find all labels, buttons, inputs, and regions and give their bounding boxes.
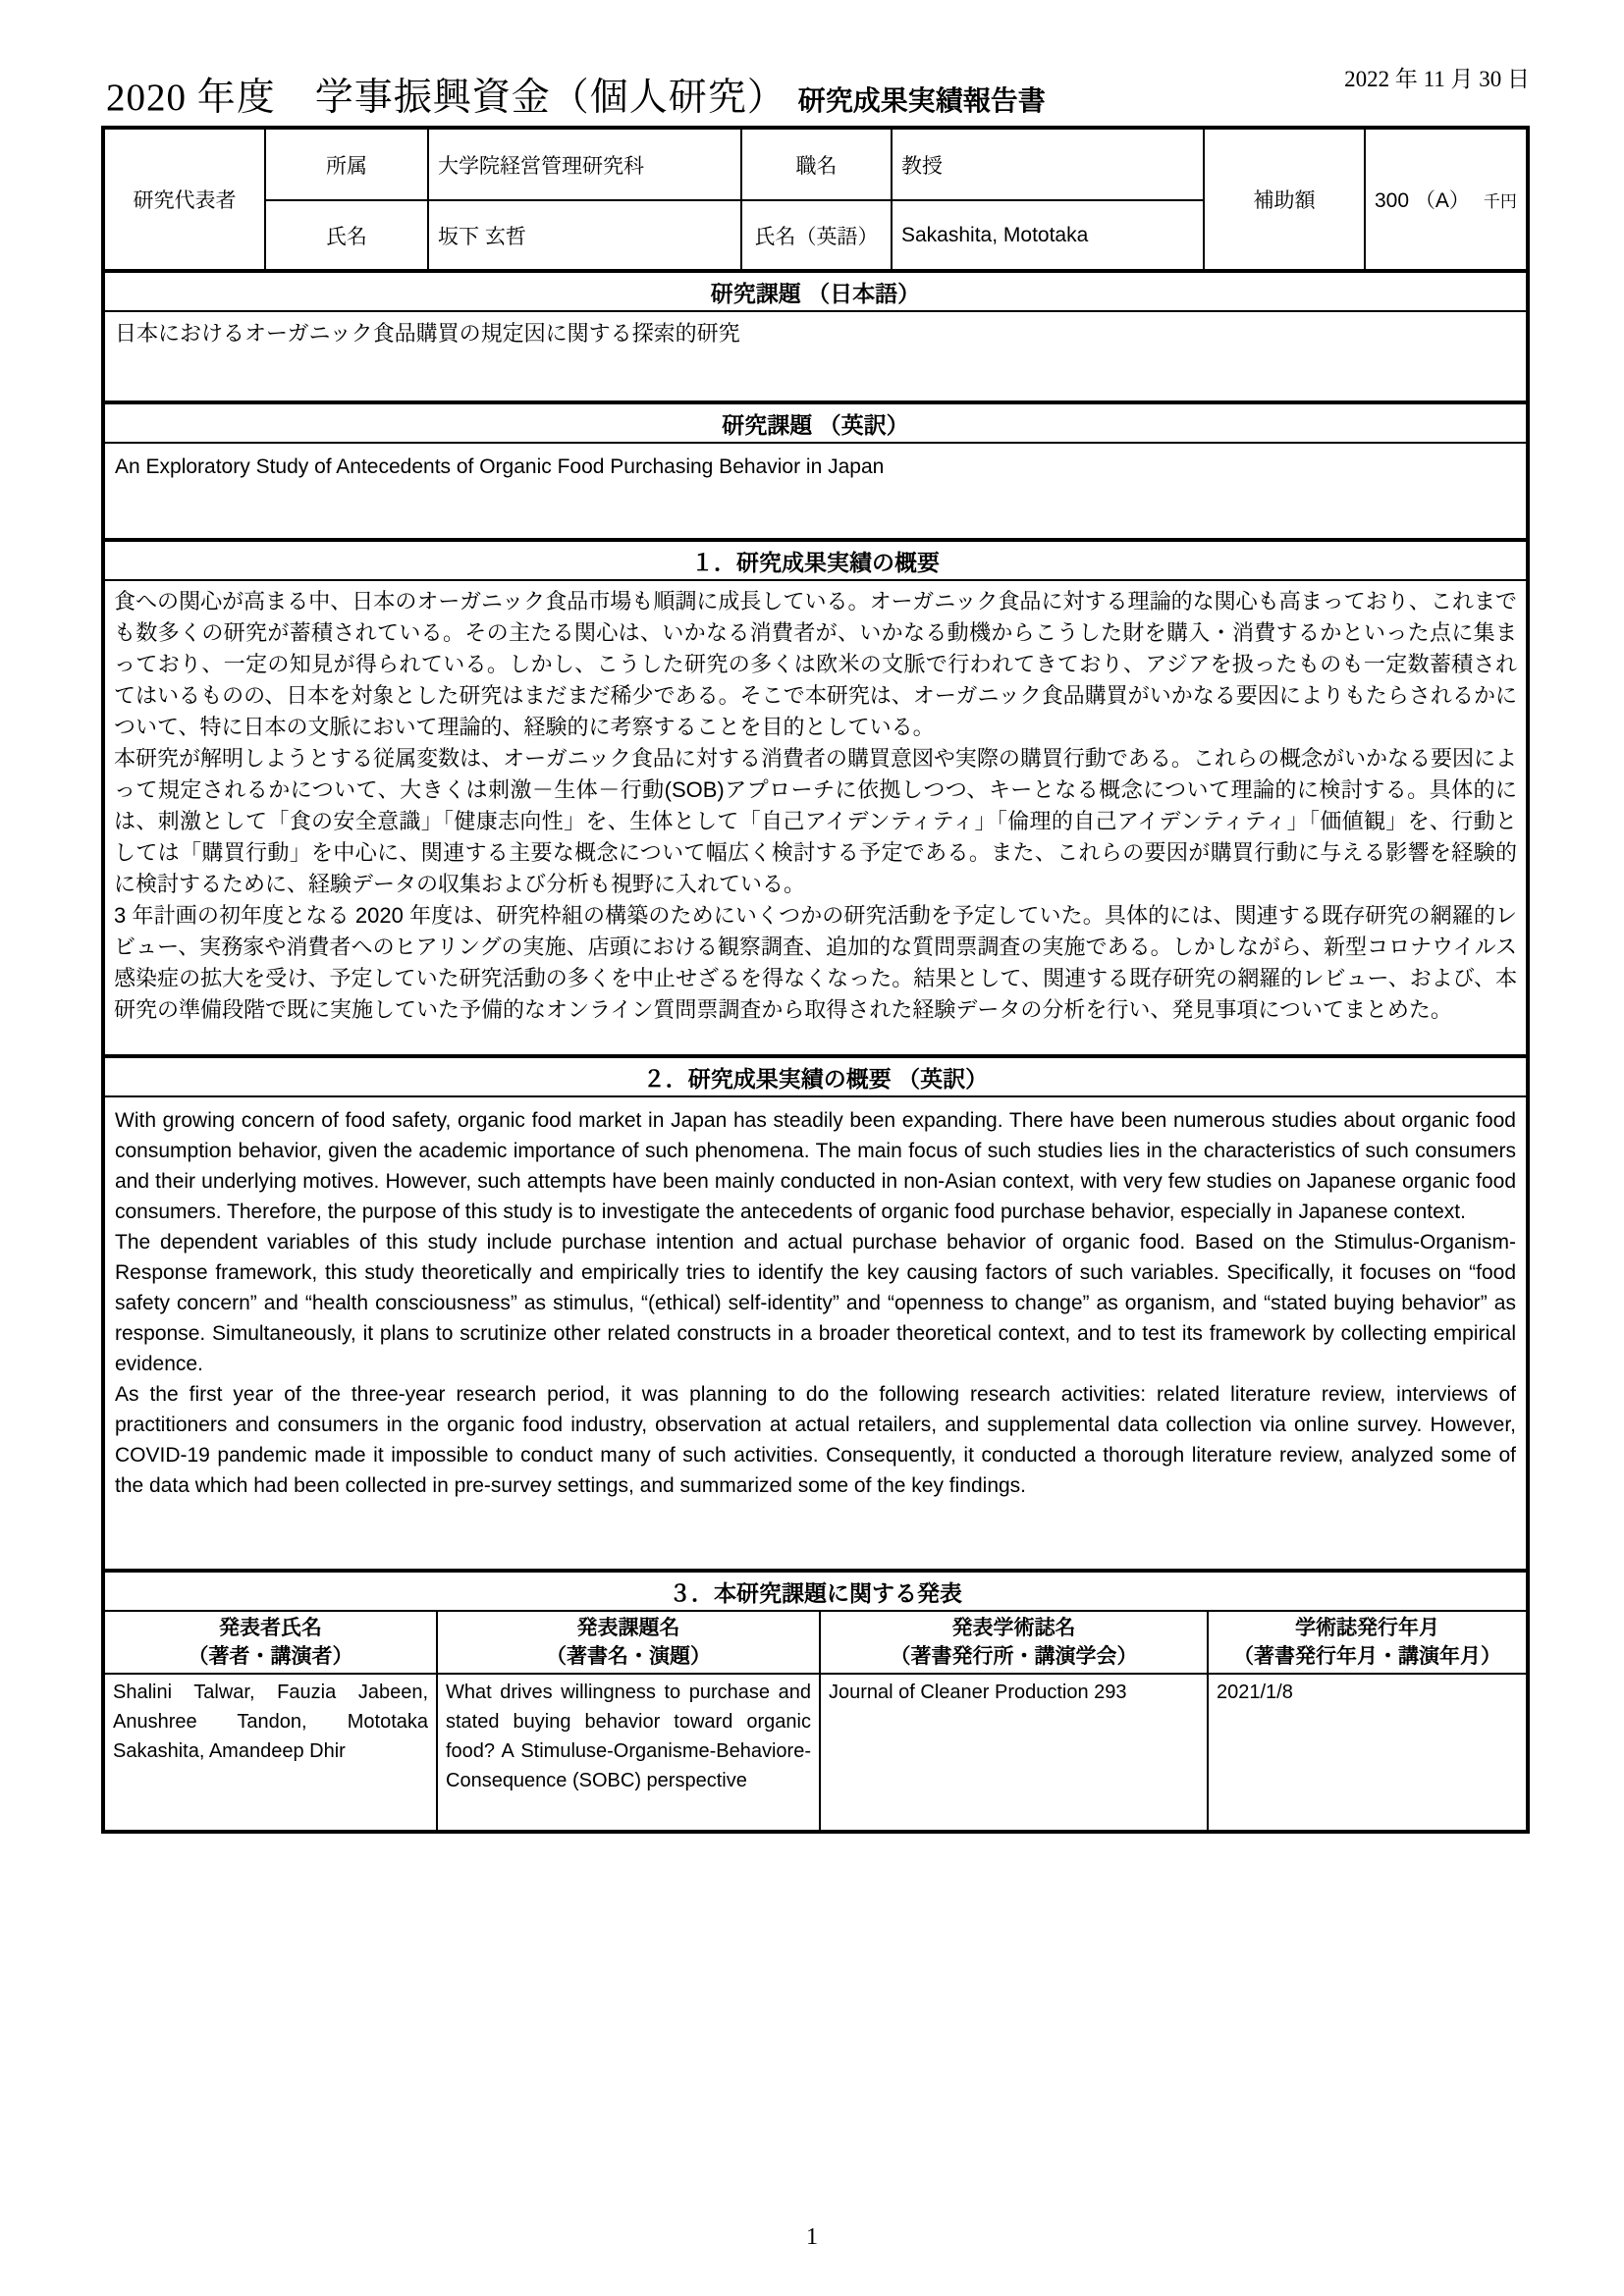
col-header-journal-label: 発表学術誌名 [951,1617,1076,1639]
name-en-value-cell: Sakashita, Mototaka [891,199,1203,269]
document-date: 2022 年 11 月 30 日 [1344,67,1530,91]
summary-en-block [101,1054,1530,1573]
col-header-date-sublabel: （著書発行年月・講演年月） [1233,1645,1501,1668]
name-label-cell: 氏名 [264,199,427,269]
subsidy-unit: 千円 [1483,191,1517,211]
name-en-label-cell: 氏名（英語） [740,199,891,269]
summary-ja-paragraph-2: 本研究が解明しようとする従属変数は、オーガニック食品に対する消費者の購買意図や実際の購買行動である。これらの概念がいかなる要因によって規定されるかについて、大きくは刺激－生体－行動(SOB)アプローチに依拠しつつ、キーとなる概念について理論的に検討する。具体的には、刺激として「食の安全意識」「健康志向性」を、生体として「自己アイデンティティ」「倫理的自己アイデンティティ」「価値観」を、行動としては「購買行動」を中心に、関連する主要な概念について幅広く検討する予定である。また、これらの要因が購買行動に与える影響を経験的に検討するために、経験データの収集および分析も視野に入れている。 [114,746,1517,896]
col-header-authors [105,1612,436,1673]
document-title-sub: 研究成果実績報告書 [797,85,1046,116]
col-header-journal [819,1612,1207,1673]
research-title-en-header: 研究課題 （英訳） [105,404,1526,444]
publication-row [105,1675,1526,1830]
document-title-main: 2020 年度 学事振興資金（個人研究） [106,77,786,119]
research-title-ja-block [101,269,1530,404]
research-title-ja-text: 日本におけるオーガニック食品購買の規定因に関する探索的研究 [115,321,740,346]
col-header-title-sublabel: （著書名・演題） [546,1645,711,1668]
publication-journal: Journal of Cleaner Production 293 [819,1675,1207,1830]
summary-en-paragraph-2: The dependent variables of this study include purchase intention and actual purchase behavior of organic food. Based on the Stimulus-Organism-Response framework, this study theoretically and empirically tries to identify the key causing factors of such variables. Specifically, it focuses on “food safety concern” and “health consciousness” as stimulus, “(ethical) self-identity” and “openness to change” as organism, and “stated buying behavior” as response. Simultaneously, it plans to scrutinize other related constructs in a broader theoretical context, and to test its framework by collecting empirical evidence. [115,1231,1516,1375]
summary-en-paragraph-1: With growing concern of food safety, organic food market in Japan has steadily been expanding. There have been numerous studies about organic food consumption behavior, given the academic importance of such phenomena. The main focus of such studies lies in the characteristics of such consumers and their underlying motives. However, such attempts have been mainly conducted in non-Asian context, with very few studies on Japanese organic food consumers. Therefore, the purpose of this study is to investigate the antecedents of organic food purchase behavior, especially in Japanese context. [115,1109,1516,1223]
publications-block [101,1569,1530,1834]
page-number: 1 [806,2224,818,2250]
col-header-title-label: 発表課題名 [576,1617,680,1639]
research-title-ja-header: 研究課題 （日本語） [105,273,1526,312]
subsidy-amount: 300 （A） [1375,189,1470,212]
summary-ja-paragraph-3: 3 年計画の初年度となる 2020 年度は、研究枠組の構築のためにいくつかの研究活動を予定していた。具体的には、関連する既存研究の網羅的レビュー、実務家や消費者へのヒアリングの実施、店頭における観察調査、追加的な質問票調査の実施である。しかしながら、新型コロナウイルス感染症の拡大を受け、予定していた研究活動の多くを中止せざるを得なくなった。結果として、関連する既存研究の網羅的レビュー、および、本研究の準備段階で既に実施していた予備的なオンライン質問票調査から取得された経験データの分析を行い、発見事項についてまとめた。 [114,903,1517,1022]
summary-en-header: ２．研究成果実績の概要 （英訳） [105,1058,1526,1097]
publication-title: What drives willingness to purchase and stated buying behavior toward organic food? A Stimuluse-Organisme-Behaviore-Consequence (SOBC) perspective [436,1675,819,1830]
summary-ja-body [105,581,1526,1054]
report-body [101,126,1530,1834]
affiliation-label-cell: 所属 [264,130,427,199]
research-title-en-text: An Exploratory Study of Antecedents of Organic Food Purchasing Behavior in Japan [115,455,885,478]
publications-column-headers [105,1612,1526,1675]
position-label-cell: 職名 [740,130,891,199]
col-header-authors-sublabel: （著者・講演者） [188,1645,353,1668]
subsidy-value-cell [1364,130,1526,269]
col-header-authors-label: 発表者氏名 [219,1617,322,1639]
publication-date: 2021/1/8 [1207,1675,1526,1830]
col-header-date-label: 学術誌発行年月 [1295,1617,1439,1639]
publications-header: ３．本研究課題に関する発表 [105,1573,1526,1612]
name-value-cell: 坂下 玄哲 [427,199,740,269]
summary-en-body [105,1097,1526,1569]
summary-ja-paragraph-1: 食への関心が高まる中、日本のオーガニック食品市場も順調に成長している。オーガニック食品に対する理論的な関心も高まっており、これまでも数多くの研究が蓄積されている。その主たる関心は、いかなる消費者が、いかなる動機からこうした財を購入・消費するかといった点に集まっており、一定の知見が得られている。しかし、こうした研究の多くは欧米の文脈で行われてきており、アジアを扱ったものも一定数蓄積されてはいるものの、日本を対象とした研究はまだまだ稀少である。そこで本研究は、オーガニック食品購買がいかなる要因によりもたらされるかについて、特に日本の文脈において理論的、経験的に考察することを目的としている。 [114,589,1517,739]
affiliation-value-cell: 大学院経営管理研究科 [427,130,740,199]
col-header-journal-sublabel: （著書発行所・講演学会） [890,1645,1138,1668]
summary-ja-header: １．研究成果実績の概要 [105,542,1526,581]
position-value-cell: 教授 [891,130,1203,199]
subsidy-label-cell: 補助額 [1203,130,1364,269]
researcher-info-table [101,126,1530,273]
document-title [106,67,1046,122]
rep-label-cell: 研究代表者 [133,189,237,212]
publication-authors: Shalini Talwar, Fauzia Jabeen, Anushree Tandon, Mototaka Sakashita, Amandeep Dhir [113,1682,428,1762]
research-title-en-block [101,400,1530,542]
col-header-title [436,1612,819,1673]
summary-ja-block [101,538,1530,1058]
col-header-date [1207,1612,1526,1673]
summary-en-paragraph-3: As the first year of the three-year research period, it was planning to do the following research activities: related literature review, interviews of practitioners and consumers in the organic food industry, observation at actual retailers, and supplemental data collection via online survey. However, COVID-19 pandemic made it impossible to conduct many of such activities. Consequently, it conducted a thorough literature review, analyzed some of the data which had been collected in pre-survey settings, and summarized some of the key findings. [115,1383,1516,1497]
